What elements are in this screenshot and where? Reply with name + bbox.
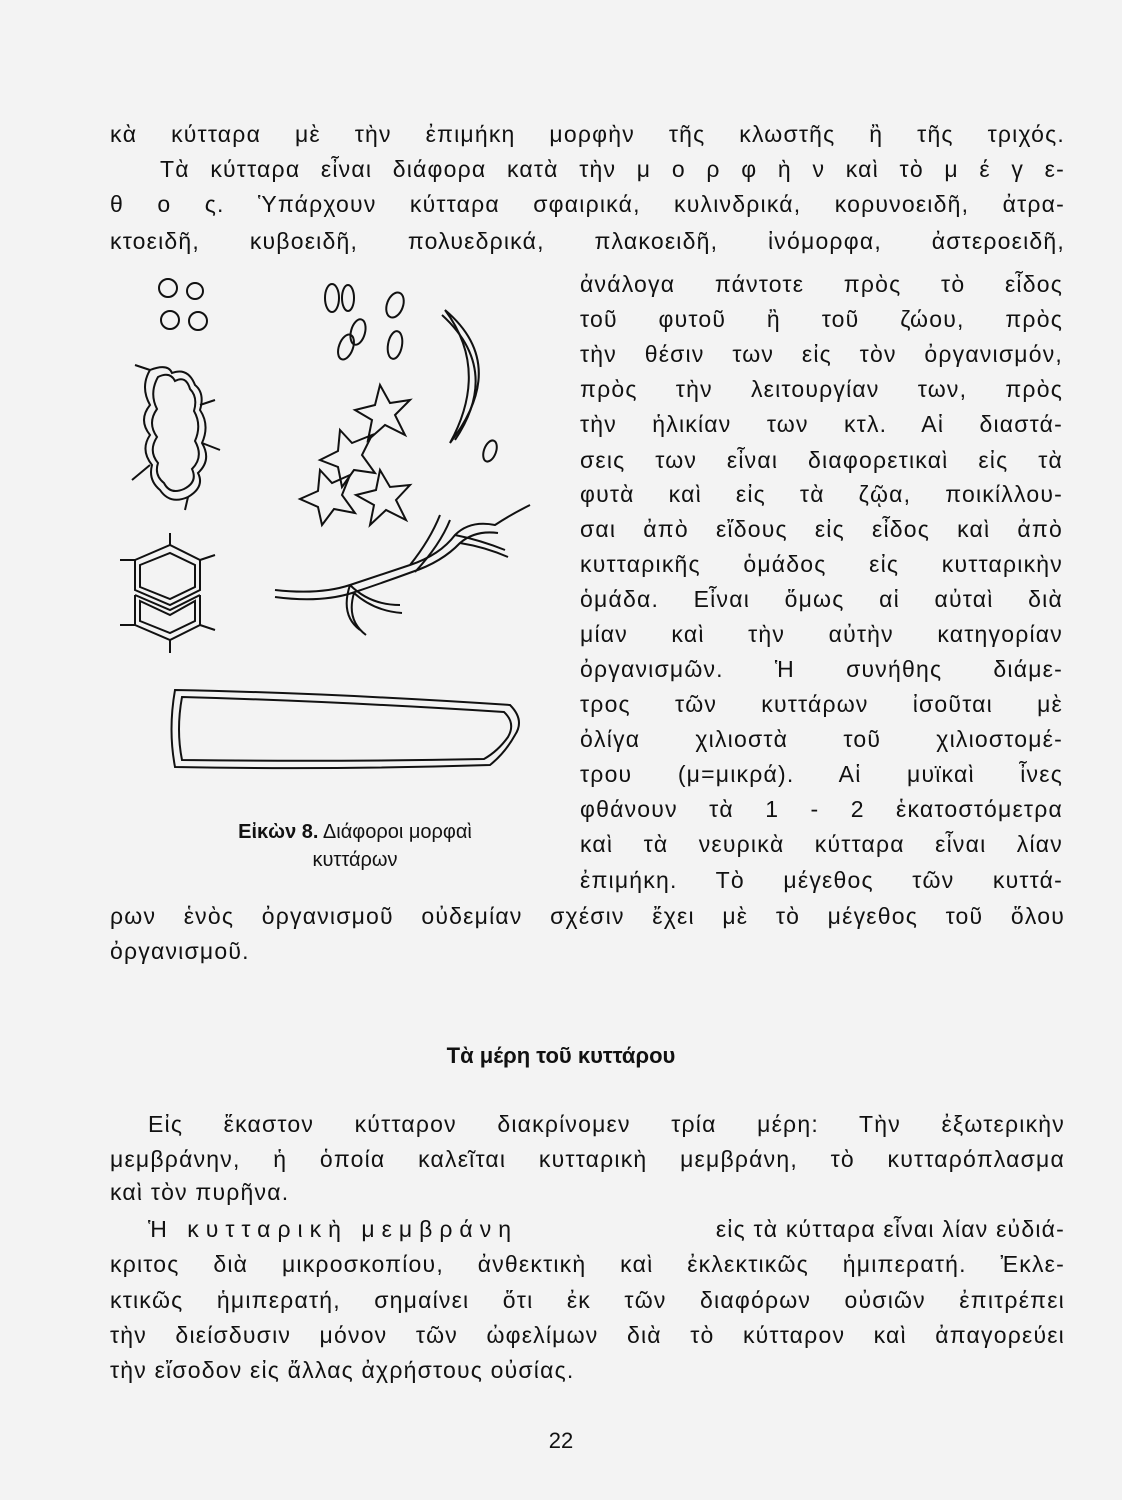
- text-line: ἐπιμήκη. Τὸ μέγεθος τῶν κυττά-: [580, 867, 1063, 893]
- cell-shapes-figure: [110, 275, 550, 795]
- text-line: φυτὰ καὶ εἰς τὰ ζῷα, ποικίλλου-: [580, 481, 1063, 507]
- text-line: καὶ τὸν πυρῆνα.: [110, 1179, 290, 1205]
- text-line: ὀλίγα χιλιοστὰ τοῦ χιλιοστομέ-: [580, 726, 1063, 752]
- text-line: ρων ἑνὸς ὀργανισμοῦ οὐδεμίαν σχέσιν ἔχει μὲ τὸ μέγεθος τοῦ ὅλου: [110, 903, 1065, 929]
- text-line: φθάνουν τὰ 1 - 2 ἑκατοστόμετρα: [580, 796, 1063, 822]
- figure-caption: [175, 818, 535, 874]
- text-line: τρος τῶν κυττάρων ἰσοῦται μὲ: [580, 691, 1063, 717]
- text-fragment: εἰς τὰ κύτταρα εἶναι λίαν εὐδιά-: [715, 1216, 1065, 1242]
- text-line: τὴν διείσδυσιν μόνον τῶν ὠφελίμων διὰ τὸ κύτταρον καὶ ἀπαγορεύει: [110, 1322, 1065, 1348]
- text-line: μίαν καὶ τὴν αὐτὴν κατηγορίαν: [580, 621, 1063, 647]
- cell-shapes-illustration: [110, 275, 550, 795]
- text-line: ὁμάδα. Εἶναι ὅμως αἱ αὐταὶ διὰ: [580, 586, 1063, 612]
- text-line: τρου (μ=μικρά). Αἱ μυϊκαὶ ἶνες: [580, 761, 1063, 787]
- text-line: κτικῶς ἡμιπερατή, σημαίνει ὅτι ἐκ τῶν διαφόρων οὐσιῶν ἐπιτρέπει: [110, 1287, 1065, 1313]
- text-line: τὴν εἴσοδον εἰς ἄλλας ἀχρήστους οὐσίας.: [110, 1357, 575, 1383]
- page-number: 22: [548, 1428, 574, 1453]
- figure-caption-line1: Διάφοροι μορφαὶ: [322, 821, 472, 843]
- text-line: τοῦ φυτοῦ ἢ τοῦ ζώου, πρὸς: [580, 306, 1063, 332]
- text-line: [148, 1215, 1065, 1243]
- text-line: σαι ἀπὸ εἴδους εἰς εἶδος καὶ ἀπὸ: [580, 516, 1063, 542]
- text-line: πρὸς τὴν λειτουργίαν των, πρὸς: [580, 376, 1063, 402]
- text-line: σεις των εἶναι διαφορετικαὶ εἰς τὰ: [580, 447, 1063, 473]
- text-line: ὀργανισμοῦ.: [110, 938, 250, 964]
- text-line: κὰ κύτταρα μὲ τὴν ἐπιμήκη μορφὴν τῆς κλωστῆς ἢ τῆς τριχός.: [110, 121, 1065, 147]
- text-line: καὶ τὰ νευρικὰ κύτταρα εἶναι λίαν: [580, 831, 1063, 857]
- text-line: τὴν ἡλικίαν των κτλ. Αἱ διαστά-: [580, 411, 1063, 437]
- text-line: κυτταρικῆς ὁμάδος εἰς κυτταρικὴν: [580, 551, 1063, 577]
- text-line: ἀνάλογα πάντοτε πρὸς τὸ εἶδος: [580, 271, 1063, 297]
- text-line: Τὰ κύτταρα εἶναι διάφορα κατὰ τὴν μ ο ρ φ ὴ ν καὶ τὸ μ έ γ ε-: [160, 156, 1065, 182]
- text-line: κριτος διὰ μικροσκοπίου, ἀνθεκτικὴ καὶ ἐκλεκτικῶς ἡμιπερατή. Ἐκλε-: [110, 1251, 1065, 1277]
- figure-label: Εἰκὼν 8.: [238, 821, 319, 843]
- text-line: θ ο ς. Ὑπάρχουν κύτταρα σφαιρικά, κυλινδρικά, κορυνοειδῆ, ἀτρα-: [110, 191, 1065, 217]
- section-heading: Τὰ μέρη τοῦ κυττάρου: [446, 1043, 676, 1068]
- figure-caption-line2: κυττάρων: [312, 849, 398, 871]
- text-line: Εἰς ἕκαστον κύτταρον διακρίνομεν τρία μέρη: Τὴν ἐξωτερικὴν: [148, 1111, 1065, 1137]
- text-line: τὴν θέσιν των εἰς τὸν ὀργανισμόν,: [580, 341, 1063, 367]
- text-line: ὀργανισμῶν. Ἡ συνήθης διάμε-: [580, 656, 1063, 682]
- text-line: μεμβράνην, ἡ ὁποία καλεῖται κυτταρικὴ μεμβράνη, τὸ κυτταρόπλασμα: [110, 1146, 1065, 1172]
- spaced-term: Ἡ κυτταρικὴ μεμβράνη: [148, 1216, 518, 1242]
- text-line: κτοειδῆ, κυβοειδῆ, πολυεδρικά, πλακοειδῆ, ἰνόμορφα, ἀστεροειδῆ,: [110, 228, 1065, 254]
